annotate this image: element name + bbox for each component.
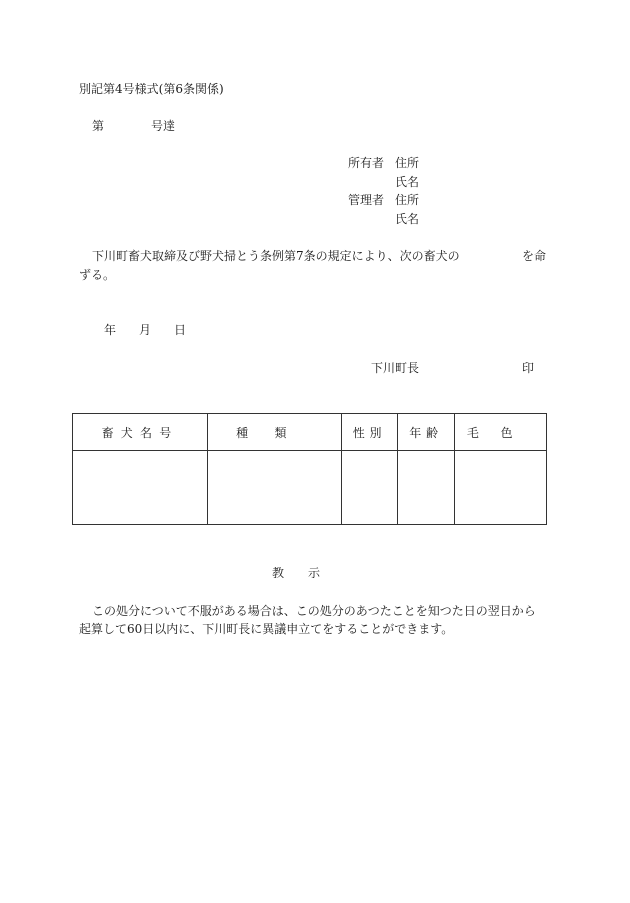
manager-label: 管理者: [348, 193, 385, 207]
sex-cell: [342, 451, 398, 525]
order-text-continuation: ずる。: [79, 268, 116, 282]
order-text-main: 下川町畜犬取締及び野犬掃とう条例第7条の規定により、次の畜犬の: [92, 249, 460, 263]
instruction-body: この処分について不服がある場合は、この処分のあつたことを知つた日の翌日から起算して60日以内に、下川町長に異議申立てをすることができます。: [79, 604, 536, 636]
table-row: [73, 451, 547, 525]
owner-name-label: 氏名: [395, 175, 420, 189]
table-header-row: [73, 414, 547, 451]
header-breed: 種類: [208, 414, 342, 451]
owner-label: 所有者: [348, 156, 385, 170]
breed-cell: [208, 451, 342, 525]
header-sex: 性別: [342, 414, 398, 451]
order-text-tail: を命: [522, 249, 547, 263]
issuer-title: 下川町長: [371, 361, 420, 375]
dog-name-cell: [73, 451, 208, 525]
header-coat-color: 毛色: [455, 414, 547, 451]
age-cell: [398, 451, 455, 525]
issuer-seal: 印: [522, 361, 535, 375]
date-day-label: 日: [174, 323, 187, 337]
number-suffix: 号達: [151, 119, 176, 133]
instruction-heading: 教 示: [272, 566, 321, 580]
dog-info-table: [72, 413, 547, 525]
owner-address-label: 住所: [395, 156, 420, 170]
manager-name-label: 氏名: [395, 212, 420, 226]
header-age: 年齢: [398, 414, 455, 451]
form-title: 別記第4号様式(第6条関係): [79, 82, 224, 96]
coat-color-cell: [455, 451, 547, 525]
manager-address-label: 住所: [395, 193, 420, 207]
number-prefix: 第: [92, 119, 105, 133]
header-dog-name: 畜犬名号: [73, 414, 208, 451]
date-month-label: 月: [139, 323, 152, 337]
date-year-label: 年: [104, 323, 117, 337]
